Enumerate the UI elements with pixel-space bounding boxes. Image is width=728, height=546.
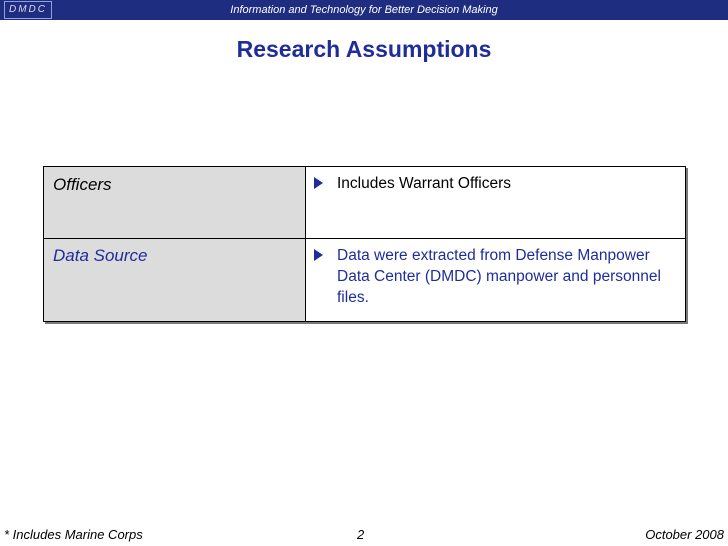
header-bar [0, 0, 728, 20]
row-bullet-data-source [314, 245, 674, 308]
header-tagline: Information and Technology for Better Decision Making [230, 4, 498, 16]
page-number: 2 [357, 527, 365, 542]
page-title: Research Assumptions [236, 36, 492, 62]
footer-note: * Includes Marine Corps [4, 527, 143, 542]
bullet-text: Data were extracted from Defense Manpower Data Center (DMDC) manpower and personnel files. [337, 247, 661, 306]
bullet-text: Includes Warrant Officers [337, 175, 512, 192]
assumptions-table [43, 166, 686, 322]
row-bullet-officers [314, 173, 674, 194]
arrow-bullet-icon [314, 249, 323, 261]
dmdc-logo: DMDC [4, 1, 52, 19]
row-label-officers: Officers [53, 175, 112, 194]
row-label-data-source: Data Source [53, 246, 148, 265]
footer-date: October 2008 [645, 527, 724, 542]
arrow-bullet-icon [314, 177, 323, 189]
row-divider [44, 238, 685, 239]
